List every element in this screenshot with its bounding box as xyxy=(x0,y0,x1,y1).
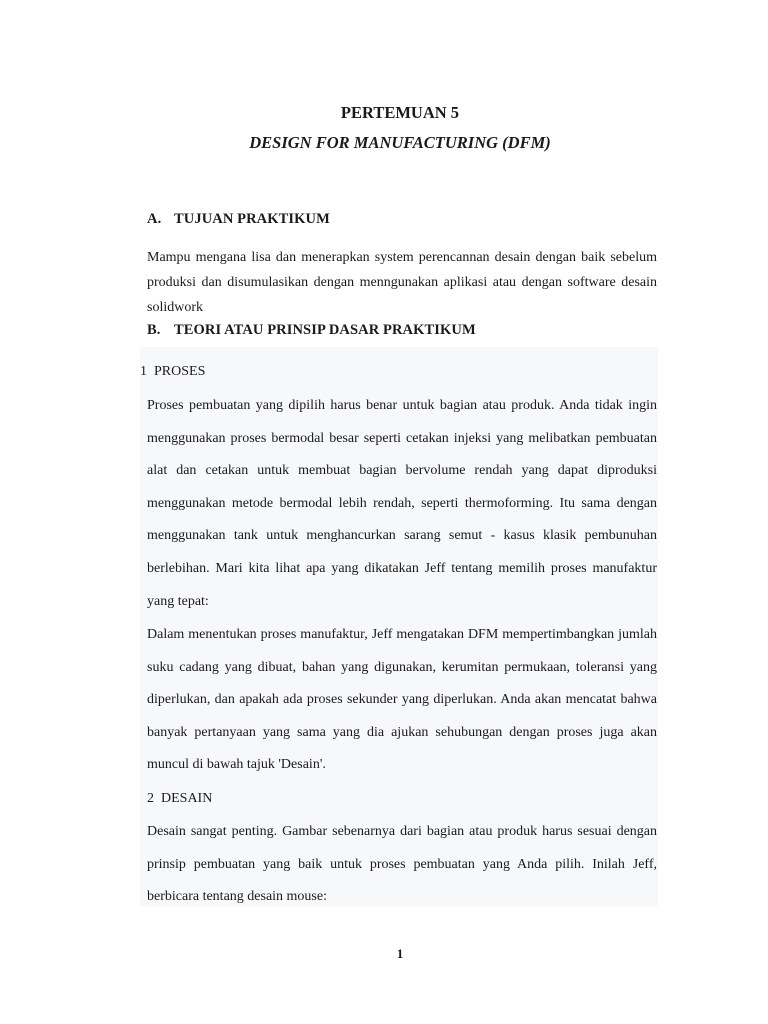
section-a-heading xyxy=(147,211,330,228)
proses-paragraph-2: Dalam menentukan proses manufaktur, Jeff mengatakan DFM mempertimbangkan jumlah suku cadang yang dibuat, bahan yang digunakan, kerumitan permukaan, toleransi yang diperlukan, dan apakah ada proses sekunder yang diperlukan. Anda akan mencatat bahwa banyak pertanyaan yang sama yang dia ajukan sehubungan dengan proses juga akan muncul di bawah tajuk 'Desain'. xyxy=(147,627,657,773)
subsection-desain-heading xyxy=(147,791,212,807)
subsection-desain-title: DESAIN xyxy=(161,791,213,806)
section-a-title: TUJUAN PRAKTIKUM xyxy=(174,211,330,227)
proses-paragraph-1: Proses pembuatan yang dipilih harus benar untuk bagian atau produk. Anda tidak ingin menggunakan proses bermodal besar seperti cetakan injeksi yang melibatkan pembuatan alat dan cetakan untuk membuat bagian bervolume rendah yang dapat diproduksi menggunakan metode bermodal lebih rendah, seperti thermoforming. Itu sama dengan menggunakan tank untuk menghancurkan sarang semut - kasus klasik pembunuhan berlebihan. Mari kita lihat apa yang dikatakan Jeff tentang memilih proses manufaktur yang tepat: xyxy=(147,398,657,609)
section-b-title: TEORI ATAU PRINSIP DASAR PRAKTIKUM xyxy=(174,322,476,338)
subsection-proses-number: 1 xyxy=(140,364,147,379)
section-a-paragraph: Mampu mengana lisa dan menerapkan system perencannan desain dengan baik sebelum produksi dan disumulasikan dengan menngunakan aplikasi atau dengan software desain solidwork xyxy=(147,250,657,315)
desain-paragraph-1: Desain sangat penting. Gambar sebenarnya dari bagian atau produk harus sesuai dengan prinsip pembuatan yang baik untuk proses pembuatan yang Anda pilih. Inilah Jeff, berbicara tentang desain mouse: xyxy=(147,824,657,905)
subsection-proses-heading xyxy=(140,364,205,380)
page-subtitle: DESIGN FOR MANUFACTURING (DFM) xyxy=(249,133,551,152)
subsection-desain-number: 2 xyxy=(147,791,154,806)
section-a-marker: A. xyxy=(147,211,162,227)
page-title: PERTEMUAN 5 xyxy=(340,103,460,122)
subsection-proses-title: PROSES xyxy=(154,364,206,379)
section-b-marker: B. xyxy=(147,322,161,338)
page-number: 1 xyxy=(396,946,404,961)
section-b-heading xyxy=(147,322,476,339)
